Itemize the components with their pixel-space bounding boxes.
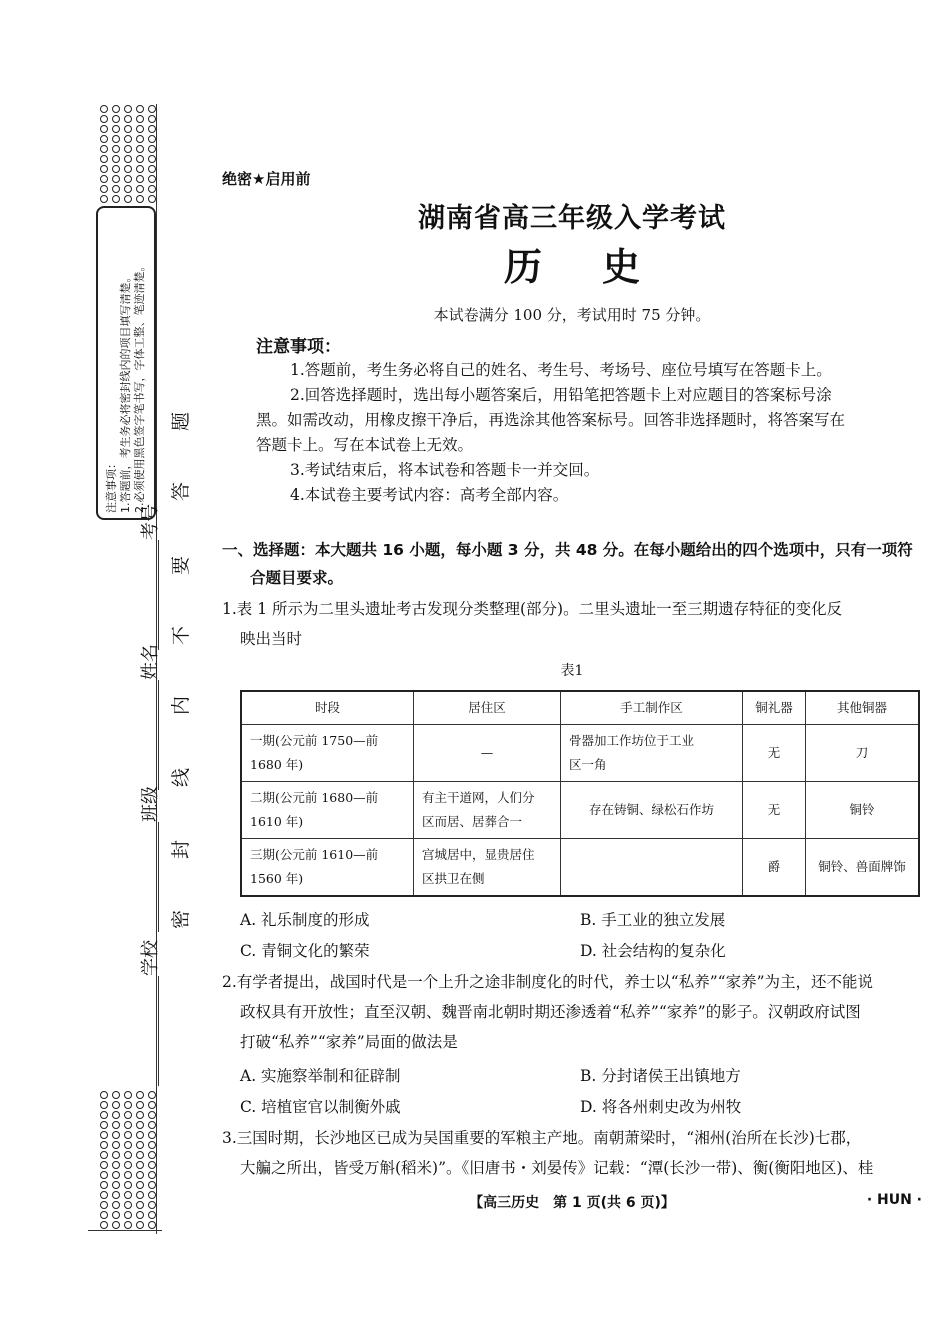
binding-ring — [148, 1131, 156, 1139]
binding-ring — [124, 1201, 132, 1209]
q2-stem-line1: 2.有学者提出，战国时代是一个上升之途非制度化的时代，养士以“私养”“家养”为主，还不能说 — [222, 973, 873, 991]
table-header-other: 其他铜器 — [806, 691, 920, 725]
binding-ring — [136, 1221, 144, 1229]
binding-ring — [112, 195, 120, 203]
question-3 — [222, 1123, 922, 1183]
binding-ring — [148, 145, 156, 153]
cell-residence — [414, 782, 561, 839]
binding-ring — [112, 1101, 120, 1109]
binding-ring — [136, 145, 144, 153]
cell-text: 区而居、居葬合一 — [422, 814, 523, 829]
table-header-residence: 居住区 — [414, 691, 561, 725]
binding-ring — [148, 1171, 156, 1179]
binding-ring — [148, 1221, 156, 1229]
binding-ring — [124, 1221, 132, 1229]
binding-strip — [0, 0, 200, 1343]
question-2 — [222, 967, 922, 1057]
binding-ring — [136, 1111, 144, 1119]
cell-text: 1610 年) — [250, 814, 304, 829]
binding-ring — [136, 105, 144, 113]
name-label: 姓名 — [140, 644, 161, 680]
cell-text: — — [480, 745, 494, 760]
binding-ring — [112, 1191, 120, 1199]
binding-notice-line1: 1.答题前，考生务必将密封线内的项目填写清楚。 — [119, 271, 132, 513]
binding-ring — [148, 135, 156, 143]
binding-ring — [100, 1221, 108, 1229]
score-info: 本试卷满分 100 分，考试用时 75 分钟。 — [433, 306, 711, 324]
binding-ring — [112, 1181, 120, 1189]
binding-ring — [100, 1101, 108, 1109]
table-header-period: 时段 — [241, 691, 414, 725]
binding-ring — [100, 1091, 108, 1099]
binding-ring — [124, 155, 132, 163]
binding-ring — [124, 1161, 132, 1169]
q2-option-b[interactable]: B. 分封诸侯王出镇地方 — [580, 1067, 741, 1085]
cell-craft — [561, 782, 743, 839]
cell-text: 二期(公元前 1680—前 — [250, 790, 379, 805]
binding-ring — [148, 175, 156, 183]
binding-ring — [124, 1151, 132, 1159]
binding-ring — [148, 1101, 156, 1109]
cell-text: 宫城居中，显贵居住 — [422, 847, 535, 862]
class-label: 班级 — [140, 786, 161, 822]
binding-ring — [112, 115, 120, 123]
binding-ring — [148, 1121, 156, 1129]
binding-ring — [112, 105, 120, 113]
binding-ring — [136, 1091, 144, 1099]
q1-stem-line2: 映出当时 — [240, 630, 303, 648]
binding-ring — [100, 165, 108, 173]
binding-ring — [124, 105, 132, 113]
cell-period — [241, 839, 414, 897]
binding-ring — [148, 1151, 156, 1159]
cell-other: 铜铃、兽面牌饰 — [806, 839, 920, 897]
seal-char: 内 — [170, 695, 193, 716]
cell-text: 1560 年) — [250, 871, 304, 886]
binding-ring — [112, 1151, 120, 1159]
binding-ring — [136, 1201, 144, 1209]
cell-text: 一期(公元前 1750—前 — [250, 733, 379, 748]
binding-ring — [100, 1201, 108, 1209]
table-row — [241, 725, 919, 782]
cell-text: 存在铸铜、绿松石作坊 — [588, 802, 714, 817]
binding-ring — [100, 145, 108, 153]
q3-stem-line2: 大艑之所出，皆受万斛(稻米)”。《旧唐书・刘晏传》记载：“潭(长沙一带)、衡(衡阳地区)、桂 — [240, 1159, 874, 1177]
cell-text: 区拱卫在侧 — [422, 871, 485, 886]
binding-ring — [100, 1191, 108, 1199]
q2-option-c[interactable]: C. 培植宦官以制衡外戚 — [240, 1098, 401, 1116]
binding-ring — [136, 1101, 144, 1109]
name-field[interactable] — [136, 644, 162, 790]
cell-ritual: 无 — [743, 782, 806, 839]
binding-ring — [136, 175, 144, 183]
seal-char: 要 — [170, 555, 193, 576]
binding-ring — [124, 145, 132, 153]
cell-residence — [414, 725, 561, 782]
binding-ring — [124, 1211, 132, 1219]
section-heading — [222, 536, 922, 592]
binding-ring — [136, 1161, 144, 1169]
binding-ring — [136, 1151, 144, 1159]
binding-ring — [148, 105, 156, 113]
binding-ring — [124, 175, 132, 183]
q1-option-c[interactable]: C. 青铜文化的繁荣 — [240, 942, 370, 960]
binding-ring — [100, 1111, 108, 1119]
binding-ring — [136, 115, 144, 123]
binding-ring — [124, 1181, 132, 1189]
binding-ring — [112, 125, 120, 133]
binding-ring — [112, 1091, 120, 1099]
binding-ring — [148, 1191, 156, 1199]
binding-ring — [124, 185, 132, 193]
table-header-ritual: 铜礼器 — [743, 691, 806, 725]
binding-ring — [124, 1171, 132, 1179]
binding-ring — [100, 135, 108, 143]
binding-ring — [112, 185, 120, 193]
cell-text: 有主干道网，人们分 — [422, 790, 535, 805]
binding-ring — [124, 1111, 132, 1119]
q1-options — [240, 905, 920, 967]
binding-ring — [136, 165, 144, 173]
binding-ring — [136, 1171, 144, 1179]
binding-ring — [112, 155, 120, 163]
binding-ring — [100, 1211, 108, 1219]
binding-ring — [136, 125, 144, 133]
binding-ring — [136, 1141, 144, 1149]
cell-ritual: 爵 — [743, 839, 806, 897]
binding-ring — [136, 195, 144, 203]
region-code: · HUN · — [866, 1192, 922, 1208]
table-1 — [240, 690, 920, 897]
seal-char: 封 — [170, 839, 193, 860]
binding-ring — [148, 1141, 156, 1149]
binding-ring — [100, 1131, 108, 1139]
cell-craft — [561, 839, 743, 897]
seal-char: 线 — [170, 767, 193, 788]
q2-stem-line2: 政权具有开放性；直至汉朝、魏晋南北朝时期还渗透着“私养”“家养”的影子。汉朝政府试图 — [240, 1003, 861, 1021]
binding-ring — [148, 155, 156, 163]
exam-title: 湖南省高三年级入学考试 — [418, 203, 726, 234]
binding-ring — [100, 1181, 108, 1189]
binding-notice-title: 注意事项： — [105, 458, 118, 513]
binding-ring — [148, 1211, 156, 1219]
q1-option-a[interactable]: A. 礼乐制度的形成 — [240, 911, 370, 929]
binding-ring — [124, 115, 132, 123]
binding-ring — [100, 1171, 108, 1179]
note-item: 1.答题前，考生务必将自己的姓名、考生号、考场号、座位号填写在答题卡上。 — [290, 361, 832, 379]
binding-ring — [100, 1161, 108, 1169]
page-number: 【高三历史 第 1 页(共 6 页)】 — [469, 1195, 675, 1211]
binding-notice-box — [96, 206, 156, 520]
binding-ring — [100, 175, 108, 183]
binding-ring — [124, 1131, 132, 1139]
q1-option-d[interactable]: D. 社会结构的复杂化 — [580, 942, 726, 960]
binding-ring — [112, 1111, 120, 1119]
table-header-row — [241, 691, 919, 725]
note-item: 黑。如需改动，用橡皮擦干净后，再选涂其他答案标号。回答非选择题时，将答案写在 — [256, 411, 846, 429]
section-heading-line2: 合题目要求。 — [250, 569, 344, 587]
cell-craft — [561, 725, 743, 782]
binding-ring — [100, 195, 108, 203]
cell-text: 区一角 — [569, 757, 607, 772]
binding-ring — [112, 1121, 120, 1129]
binding-ring — [136, 1181, 144, 1189]
binding-ring — [112, 1131, 120, 1139]
section-heading-line1: 一、选择题：本大题共 16 小题，每小题 3 分，共 48 分。在每小题给出的四个选项中，只有一项符 — [222, 541, 913, 559]
cell-residence — [414, 839, 561, 897]
binding-ring — [112, 1141, 120, 1149]
cell-ritual: 无 — [743, 725, 806, 782]
binding-ring — [124, 1091, 132, 1099]
binding-ring — [148, 1201, 156, 1209]
school-field[interactable] — [136, 940, 162, 1086]
binding-ring — [136, 1131, 144, 1139]
seal-char: 题 — [170, 411, 193, 432]
binding-ring — [124, 1121, 132, 1129]
q1-option-b[interactable]: B. 手工业的独立发展 — [580, 911, 726, 929]
table-caption: 表1 — [560, 663, 584, 679]
q3-stem-line1: 3.三国时期，长沙地区已成为吴国重要的军粮主产地。南朝萧梁时，“湘州(治所在长沙)七郡， — [222, 1129, 862, 1147]
exam-no-field[interactable] — [136, 504, 162, 650]
binding-ring — [124, 1101, 132, 1109]
q1-stem-line1: 1.表 1 所示为二里头遗址考古发现分类整理(部分)。二里头遗址一至三期遗存特征的变化反 — [222, 600, 843, 618]
binding-ring — [124, 125, 132, 133]
class-field[interactable] — [136, 786, 162, 932]
subject-title: 历史 — [503, 245, 700, 289]
q2-option-d[interactable]: D. 将各州刺史改为州牧 — [580, 1098, 742, 1116]
binding-ring — [100, 1141, 108, 1149]
cell-text: 三期(公元前 1610—前 — [250, 847, 379, 862]
binding-notice-line2: 2.必须使用黑色签字笔书写，字体工整、笔迹清楚。 — [133, 260, 146, 513]
binding-ring — [100, 155, 108, 163]
seal-char: 答 — [170, 481, 193, 502]
binding-rings-top — [98, 104, 158, 204]
question-1 — [222, 594, 922, 654]
binding-ring — [148, 185, 156, 193]
binding-ring — [148, 1161, 156, 1169]
q2-stem-line3: 打破“私养”“家养”局面的做法是 — [240, 1033, 458, 1051]
q2-options — [240, 1061, 920, 1123]
binding-ring — [124, 1191, 132, 1199]
binding-ring — [148, 115, 156, 123]
cell-period — [241, 782, 414, 839]
cell-text: 1680 年) — [250, 757, 304, 772]
q2-option-a[interactable]: A. 实施察举制和征辟制 — [240, 1067, 401, 1085]
cell-other: 刀 — [806, 725, 920, 782]
note-item: 3.考试结束后，将本试卷和答题卡一并交回。 — [290, 461, 600, 479]
binding-ring — [148, 1111, 156, 1119]
binding-ring — [112, 1221, 120, 1229]
secret-label: 绝密★启用前 — [222, 170, 311, 188]
binding-ring — [124, 165, 132, 173]
binding-bottom-line — [88, 1230, 162, 1231]
binding-ring — [148, 165, 156, 173]
table-header-craft: 手工制作区 — [561, 691, 743, 725]
binding-ring — [100, 125, 108, 133]
binding-ring — [136, 1121, 144, 1129]
binding-ring — [100, 115, 108, 123]
cell-text: 骨器加工作坊位于工业 — [569, 733, 695, 748]
cell-period — [241, 725, 414, 782]
binding-ring — [148, 125, 156, 133]
school-label: 学校 — [140, 940, 161, 976]
note-item: 答题卡上。写在本试卷上无效。 — [256, 436, 474, 454]
binding-ring — [148, 1091, 156, 1099]
binding-ring — [136, 185, 144, 193]
binding-rings-bottom — [98, 1090, 158, 1230]
binding-ring — [112, 135, 120, 143]
table-row — [241, 782, 919, 839]
binding-ring — [100, 1121, 108, 1129]
binding-ring — [136, 155, 144, 163]
notes-list — [256, 358, 896, 508]
binding-ring — [124, 1141, 132, 1149]
binding-ring — [112, 1171, 120, 1179]
binding-ring — [100, 1151, 108, 1159]
binding-ring — [100, 105, 108, 113]
binding-ring — [112, 1201, 120, 1209]
cell-other: 铜铃 — [806, 782, 920, 839]
binding-ring — [124, 135, 132, 143]
note-item: 2.回答选择题时，选出每小题答案后，用铅笔把答题卡上对应题目的答案标号涂 — [290, 386, 832, 404]
binding-ring — [136, 1211, 144, 1219]
binding-ring — [136, 135, 144, 143]
binding-ring — [112, 165, 120, 173]
binding-ring — [112, 1161, 120, 1169]
table-row — [241, 839, 919, 897]
binding-ring — [100, 185, 108, 193]
exam-no-label: 考号 — [140, 504, 161, 540]
binding-ring — [112, 175, 120, 183]
binding-ring — [124, 195, 132, 203]
seal-char: 不 — [170, 625, 193, 646]
binding-ring — [136, 1191, 144, 1199]
binding-ring — [112, 145, 120, 153]
binding-ring — [148, 1181, 156, 1189]
note-item: 4.本试卷主要考试内容：高考全部内容。 — [290, 486, 569, 504]
seal-char: 密 — [170, 909, 193, 930]
notes-title: 注意事项： — [256, 337, 341, 357]
binding-ring — [112, 1211, 120, 1219]
binding-ring — [148, 195, 156, 203]
